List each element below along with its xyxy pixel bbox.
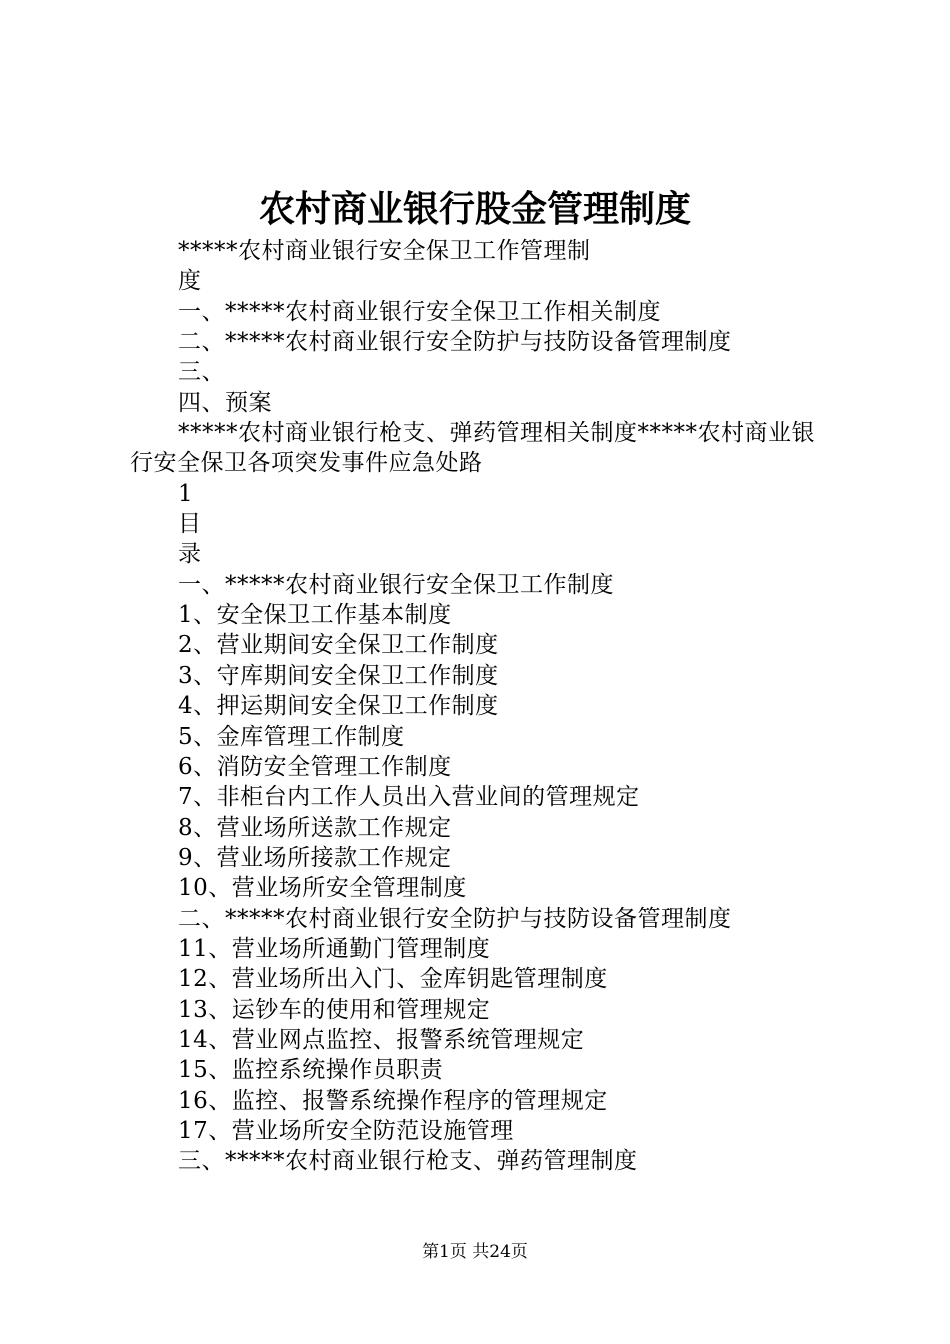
intro-line: 三、 (178, 359, 225, 386)
document-body (130, 236, 830, 1177)
toc-item: 15、监控系统操作员职责 (178, 1057, 444, 1084)
toc-item: 14、营业网点监控、报警系统管理规定 (178, 1026, 585, 1053)
intro-line: 一、*****农村商业银行安全保卫工作相关制度 (178, 298, 661, 325)
intro-line: 二、*****农村商业银行安全防护与技防设备管理制度 (178, 329, 732, 356)
toc-heading: 目 (178, 511, 202, 538)
intro-paragraph: *****农村商业银行枪支、弹药管理相关制度*****农村商业银行安全保卫各项突发事件应急处路 (130, 420, 815, 477)
toc-item: 5、金库管理工作制度 (178, 723, 405, 750)
toc-item: 7、非柜台内工作人员出入营业间的管理规定 (178, 784, 640, 811)
toc-item: 8、营业场所送款工作规定 (178, 814, 452, 841)
toc-item: 4、押运期间安全保卫工作制度 (178, 693, 499, 720)
intro-line: *****农村商业银行安全保卫工作管理制 (178, 238, 591, 264)
page-marker: 1 (178, 480, 194, 507)
toc-item: 1、安全保卫工作基本制度 (178, 602, 452, 629)
toc-item: 二、*****农村商业银行安全防护与技防设备管理制度 (178, 905, 732, 932)
intro-line: 四、预案 (178, 389, 272, 416)
toc-item: 17、营业场所安全防范设施管理 (178, 1117, 514, 1144)
toc-item: 3、守库期间安全保卫工作制度 (178, 662, 499, 689)
toc-item: 三、*****农村商业银行枪支、弹药管理制度 (178, 1148, 638, 1175)
toc-heading: 录 (178, 541, 202, 568)
toc-item: 11、营业场所通勤门管理制度 (178, 935, 491, 962)
toc-item: 10、营业场所安全管理制度 (178, 875, 467, 902)
toc-item: 9、营业场所接款工作规定 (178, 844, 452, 871)
page-footer: 第1页 共24页 (422, 1242, 528, 1262)
page-title: 农村商业银行股金管理制度 (258, 188, 691, 230)
toc-item: 13、运钞车的使用和管理规定 (178, 996, 491, 1023)
toc-item: 12、营业场所出入门、金库钥匙管理制度 (178, 966, 608, 993)
intro-line: 度 (178, 268, 202, 295)
toc-item: 16、监控、报警系统操作程序的管理规定 (178, 1087, 608, 1114)
toc-item: 一、*****农村商业银行安全保卫工作制度 (178, 571, 614, 598)
toc-item: 6、消防安全管理工作制度 (178, 753, 452, 780)
toc-item: 2、营业期间安全保卫工作制度 (178, 632, 499, 659)
